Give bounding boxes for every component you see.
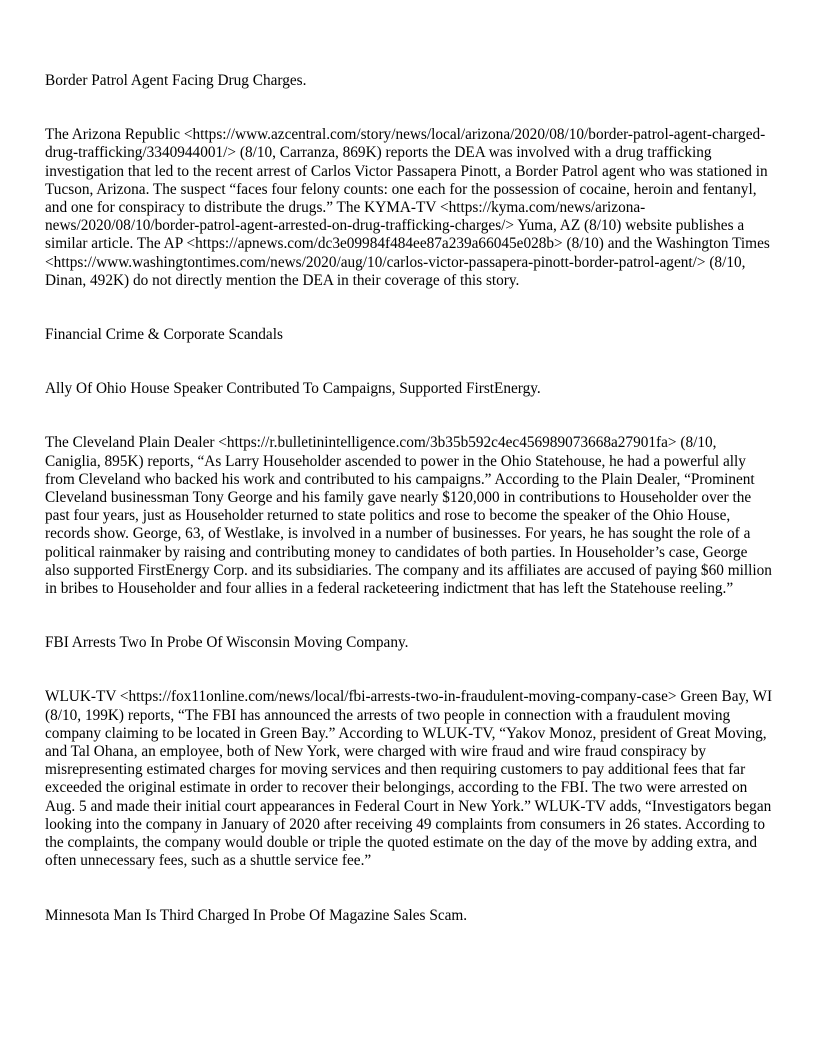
article-body-border-patrol: The Arizona Republic <https://www.azcentral.com/story/news/local/arizona/2020/08/10/border-patrol-agent-charged-drug-trafficking/3340944001/> (8/10, Carranza, 869K) reports the DEA was involved with a drug trafficking investigation that led to the recent arrest of Carlos Victor Passapera Pinott, a Border Patrol agent who was stationed in Tucson, Arizona. The suspect “faces four felony counts: one each for the possession of cocaine, heroin and fentanyl, and one for conspiracy to distribute the drugs.” The KYMA-TV <https://kyma.com/news/arizona-news/2020/08/10/border-patrol-agent-arrested-on-drug-trafficking-charges/> Yuma, AZ (8/10) website publishes a similar article. The AP <https://apnews.com/dc3e09984f484ee87a239a66045e028b> (8/10) and the Washington Times <https://www.washingtontimes.com/news/2020/aug/10/carlos-victor-passapera-pinott-border-patrol-agent/> (8/10, Dinan, 492K) do not directly mention the DEA in their coverage of this story. <box>45 126 770 289</box>
section-heading-financial-crime: Financial Crime & Corporate Scandals <box>45 326 283 344</box>
article-body-fbi: WLUK-TV <https://fox11online.com/news/local/fbi-arrests-two-in-fraudulent-moving-company-case> Green Bay, WI (8/10, 199K) reports, “The FBI has announced the arrests of two people in connection with a fraudulent moving company claiming to be located in Green Bay.” According to WLUK-TV, “Yakov Monoz, president of Great Moving, and Tal Ohana, an employee, both of New York, were charged with wire fraud and wire fraud conspiracy by misrepresenting estimated charges for moving services and then requiring customers to pay additional fees that far exceeded the original estimate in order to recover their belongings, according to the FBI. The two were arrested on Aug. 5 and made their initial court appearances in Federal Court in New York.” WLUK-TV adds, “Investigators began looking into the company in January of 2020 after receiving 49 complaints from consumers in 26 states. According to the complaints, the company would double or triple the quoted estimate on the day of the move by adding extra, and often unnecessary fees, such as a shuttle service fee.” <box>45 688 773 870</box>
article-heading-ohio: Ally Of Ohio House Speaker Contributed To Campaigns, Supported FirstEnergy. <box>45 380 541 398</box>
article-body-ohio: The Cleveland Plain Dealer <https://r.bulletinintelligence.com/3b35b592c4ec456989073668a27901fa> (8/10, Caniglia, 895K) reports, “As Larry Householder ascended to power in the Ohio Statehouse, he had a powerful ally from Cleveland who backed his work and contributed to his campaigns.” According to the Plain Dealer, “Prominent Cleveland businessman Tony George and his family gave nearly $120,000 in contributions to Householder over the past four years, just as Householder returned to state politics and rose to become the speaker of the Ohio House, records show. George, 63, of Westlake, is involved in a number of businesses. For years, he has sought the role of a political rainmaker by raising and contributing money to candidates of both parties. In Householder’s case, George also supported FirstEnergy Corp. and its subsidiaries. The company and its affiliates are accused of paying $60 million in bribes to Householder and four allies in a federal racketeering indictment that has left the Statehouse reeling.” <box>45 434 772 598</box>
article-heading-fbi: FBI Arrests Two In Probe Of Wisconsin Moving Company. <box>45 634 409 652</box>
document-page <box>45 72 773 925</box>
article-heading-minnesota: Minnesota Man Is Third Charged In Probe Of Magazine Sales Scam. <box>45 906 468 924</box>
article-heading-border-patrol: Border Patrol Agent Facing Drug Charges. <box>45 72 307 89</box>
